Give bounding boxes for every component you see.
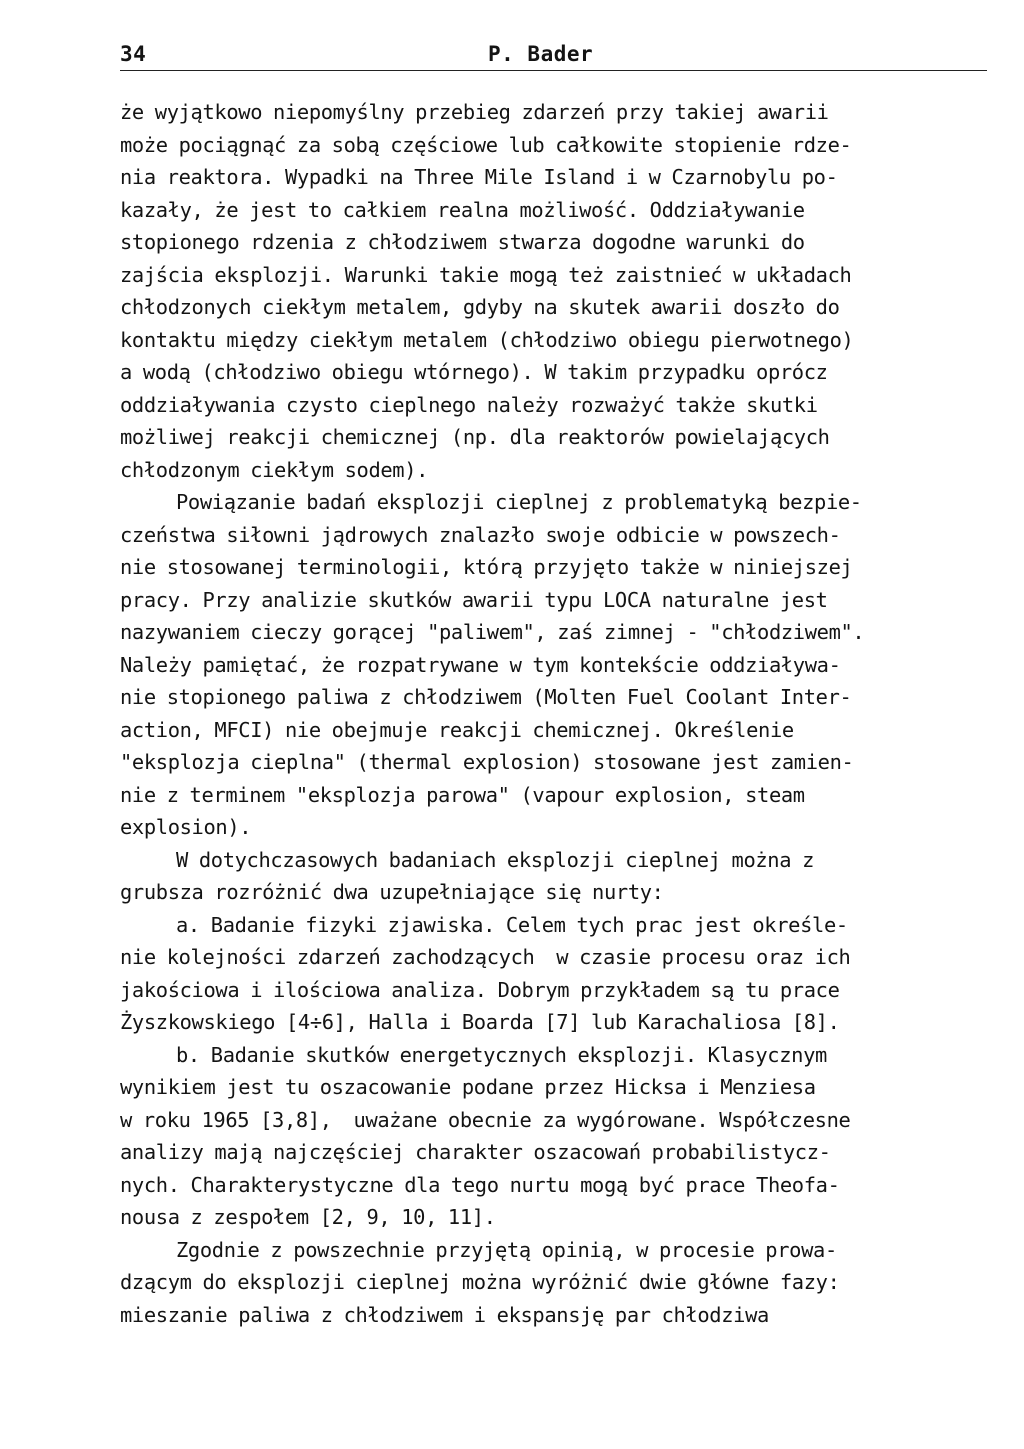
body-text — [120, 96, 1000, 1331]
text-line: nie stopionego paliwa z chłodziwem (Molten Fuel Coolant Inter- — [120, 685, 852, 709]
text-line: W dotychczasowych badaniach eksplozji cieplnej można z — [176, 847, 815, 872]
text-line: w roku 1965 [3,8], uważane obecnie za wygórowane. Współczesne — [120, 1107, 851, 1132]
text-line: chłodzonym ciekłym sodem). — [120, 457, 429, 482]
text-line: b. Badanie skutków energetycznych eksplozji. Klasycznym — [176, 1042, 827, 1067]
text-line: nazywaniem cieczy gorącej "paliwem", zaś zimnej - "chłodziwem". — [120, 620, 865, 644]
running-head-author: P. Bader — [488, 42, 594, 66]
text-line: a wodą (chłodziwo obiegu wtórnego). W takim przypadku oprócz — [120, 360, 828, 384]
text-line: stopionego rdzenia z chłodziwem stwarza dogodne warunki do — [120, 230, 805, 254]
text-line: "eksplozja cieplna" (thermal explosion) stosowane jest zamien- — [120, 750, 854, 774]
text-line: kontaktu między ciekłym metalem (chłodziwo obiegu pierwotnego) — [120, 327, 854, 352]
text-line: nie kolejności zdarzeń zachodzących w czasie procesu oraz ich — [120, 945, 851, 969]
text-line: że wyjątkowo niepomyślny przebieg zdarzeń przy takiej awarii — [120, 100, 829, 124]
page-header — [120, 40, 987, 72]
text-line: chłodzonych ciekłym metalem, gdyby na skutek awarii doszło do — [120, 295, 840, 319]
page-number: 34 — [120, 42, 147, 66]
text-line: Żyszkowskiego [4÷6], Halla i Boarda [7] lub Karachaliosa [8]. — [120, 1010, 840, 1034]
text-line: a. Badanie fizyki zjawiska. Celem tych prac jest określe- — [176, 912, 848, 937]
text-line: Zgodnie z powszechnie przyjętą opinią, w procesie prowa- — [176, 1237, 837, 1262]
text-line: analizy mają najczęściej charakter oszacowań probabilistycz- — [120, 1140, 831, 1164]
text-line: mieszanie paliwa z chłodziwem i ekspansję par chłodziwa — [120, 1302, 769, 1327]
text-line: nie stosowanej terminologii, którą przyjęto także w niniejszej — [120, 555, 853, 579]
text-line: może pociągnąć za sobą częściowe lub całkowite stopienie rdze- — [120, 132, 852, 157]
text-line: grubsza rozróżnić dwa uzupełniające się nurty: — [120, 880, 664, 904]
text-line: nych. Charakterystyczne dla tego nurtu mogą być prace Theofa- — [120, 1172, 840, 1197]
text-line: możliwej reakcji chemicznej (np. dla reaktorów powielających — [120, 425, 830, 449]
text-line: Należy pamiętać, że rozpatrywane w tym kontekście oddziaływa- — [120, 652, 841, 677]
text-line: zajścia eksplozji. Warunki takie mogą też zaistnieć w układach — [120, 262, 852, 287]
text-line: explosion). — [120, 815, 252, 839]
text-line: dzącym do eksplozji cieplnej można wyróżnić dwie główne fazy: — [120, 1270, 840, 1294]
text-line: nie z terminem "eksplozja parowa" (vapour explosion, steam — [120, 782, 805, 807]
text-line: wynikiem jest tu oszacowanie podane przez Hicksa i Menziesa — [120, 1075, 816, 1099]
text-line: Powiązanie badań eksplozji cieplnej z problematyką bezpie- — [176, 490, 862, 514]
text-line: kazały, że jest to całkiem realna możliwość. Oddziaływanie — [120, 197, 805, 222]
header-rule — [120, 70, 987, 71]
text-line: nia reaktora. Wypadki na Three Mile Island i w Czarnobylu po- — [120, 165, 838, 189]
text-line: jakościowa i ilościowa analiza. Dobrym przykładem są tu prace — [120, 977, 840, 1002]
text-line: nousa z zespołem [2, 9, 10, 11]. — [120, 1205, 496, 1229]
text-line: action, MFCI) nie obejmuje reakcji chemicznej. Określenie — [120, 717, 794, 742]
text-line: pracy. Przy analizie skutków awarii typu LOCA naturalne jest — [120, 587, 828, 612]
text-line: oddziaływania czysto cieplnego należy rozważyć także skutki — [120, 392, 818, 417]
text-line: czeństwa siłowni jądrowych znalazło swoje odbicie w powszech- — [120, 522, 841, 547]
